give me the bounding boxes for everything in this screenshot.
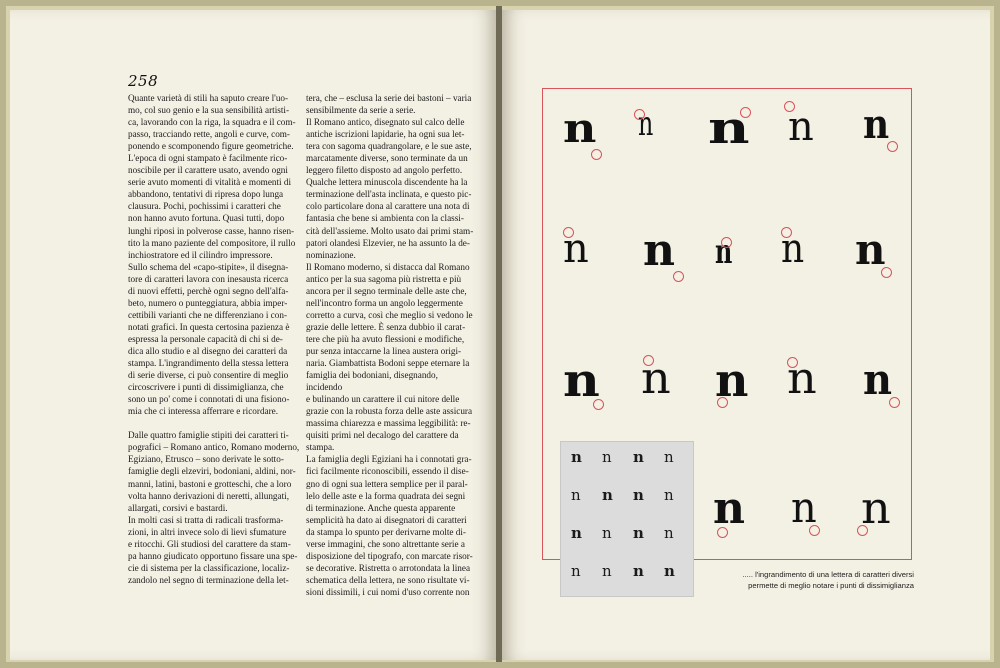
text-line: sensibilmente da serie a serie. xyxy=(306,105,416,116)
photo-letter: n xyxy=(571,448,582,466)
text-line: se decorative. Ristretta o arrotondata la linea xyxy=(306,562,471,573)
text-line: terminazione dell'asta inclinata, e questo pic- xyxy=(306,189,472,200)
highlight-circle xyxy=(717,397,728,408)
text-line: circoscrivere i punti di dissimiglianza, che xyxy=(128,382,284,393)
text-line: manni, latini, bastoni e grotteschi, che a loro xyxy=(128,478,292,489)
text-line: quisiti primi nel decalogo del carattere da xyxy=(306,430,459,441)
text-line: tore di caratteri lavora con inesausta ricerca xyxy=(128,273,289,284)
text-line: tera con sagoma quadrangolare, e le sue aste, xyxy=(306,141,472,152)
highlight-circle xyxy=(809,525,820,536)
highlight-circle xyxy=(717,527,728,538)
letter-specimen: n xyxy=(638,104,654,144)
highlight-circle xyxy=(857,525,868,536)
text-line: antiche iscrizioni lapidarie, ha ogni sua let- xyxy=(306,129,465,140)
highlight-circle xyxy=(887,141,898,152)
text-line: L'epoca di ogni stampato è facilmente rico- xyxy=(128,153,288,164)
text-line: cie di sistema per la classificazione, localiz- xyxy=(128,562,290,573)
photo-letter: n xyxy=(664,524,674,542)
text-line: In molti casi si tratta di radicali trasforma- xyxy=(128,514,284,525)
text-line: passo, tracciando rette, angoli e curve, com- xyxy=(128,129,290,140)
text-line: da stampa lo spunto per derivarne molte di- xyxy=(306,526,466,537)
text-line: Il Romano antico, disegnato sul calco delle xyxy=(306,117,465,128)
highlight-circle xyxy=(781,227,792,238)
text-line: patori olandesi Elzevier, ne ha assunto la de- xyxy=(306,237,470,248)
text-line: nell'incontro forma un angolo leggermente xyxy=(306,297,463,308)
text-line: cità dell'assieme. Molto usato dai primi stam- xyxy=(306,225,474,236)
letter-specimen: n xyxy=(861,483,891,534)
letter-specimen-photo xyxy=(561,442,693,596)
text-line: colo particolare dona al carattere una nota di xyxy=(306,201,470,212)
photo-letter: n xyxy=(571,524,582,542)
text-line: corretto a curva, così che meglio si vedono le xyxy=(306,309,473,320)
text-line: ca, lavorando con la riga, la squadra e il com- xyxy=(128,117,296,128)
text-line: pa hanno giudicato opportuno fissare una spe- xyxy=(128,550,298,561)
text-line: massima chiarezza e massima leggibilità: re- xyxy=(306,418,471,429)
photo-letter: n xyxy=(602,448,612,466)
text-line: e ritocchi. Gli studiosi del carattere da stam- xyxy=(128,538,291,549)
text-line: noscibile per il carattere usato, avendo ogni xyxy=(128,165,288,176)
text-line: abbandono, tentativi di ripresa dopo lunga xyxy=(128,189,284,200)
text-line: Quante varietà di stili ha saputo creare l'uo- xyxy=(128,93,289,103)
highlight-circle xyxy=(673,271,684,282)
photo-letter: n xyxy=(571,562,581,580)
text-line: grazie delle lettere. È senza dubbio il carat- xyxy=(306,321,466,332)
text-line: inchiostratore ed il cilindro impressore. xyxy=(128,249,273,260)
text-line: dica allo studio e al disegno dei caratteri da xyxy=(128,345,288,356)
text-line: e bulinando un carattere il cui nitore delle xyxy=(306,394,460,405)
highlight-circle xyxy=(787,357,798,368)
photo-letter: n xyxy=(633,448,644,466)
text-line: di nuovi effetti, perchè ogni segno dell'alfa- xyxy=(128,285,289,296)
highlight-circle xyxy=(889,397,900,408)
text-line: pografici – Romano antico, Romano moderno, xyxy=(128,442,300,453)
text-line: stampa. xyxy=(306,442,335,453)
text-line: beto, numero o punteggiatura, abbia imper- xyxy=(128,297,288,308)
text-line: Sullo schema del «capo-stipite», il disegna- xyxy=(128,261,289,272)
letter-specimen: n xyxy=(563,105,597,152)
text-line: volta hanno derivazioni di neretti, allungati, xyxy=(128,490,289,501)
text-line: gno di ogni sua lettera semplice per il paral- xyxy=(306,478,468,489)
text-line: semplicità ha dato ai disegnatori di caratteri xyxy=(306,514,467,525)
text-line: fici facilmente riconoscibili, essendo il dise- xyxy=(306,466,469,477)
text-line: tera, che – esclusa la serie dei bastoni – varia xyxy=(306,93,472,103)
letter-specimen: n xyxy=(713,483,745,534)
left-page xyxy=(10,10,496,660)
text-line: lunghi riposi in polverose casse, hanno risen- xyxy=(128,225,295,236)
text-line: stampa. L'ingrandimento della stessa lettera xyxy=(128,358,289,369)
photo-letter: n xyxy=(633,524,644,542)
figure-caption xyxy=(742,569,914,591)
text-line: leggero filetto disposto ad angolo perfetto. xyxy=(306,165,463,176)
text-line: allargati, corsivi e bastardi. xyxy=(128,502,228,513)
text-line: zandolo nel segno di terminazione della let- xyxy=(128,574,289,585)
text-line: Dalle quattro famiglie stipiti dei caratteri ti- xyxy=(128,430,289,441)
text-line: Qualche lettera minuscola discendente ha la xyxy=(306,177,468,188)
highlight-circle xyxy=(593,399,604,410)
text-line: famiglie degli elzeviri, bodoniani, aldini, nor- xyxy=(128,466,296,477)
text-line: zioni, in altri invece solo di lievi sfumature xyxy=(128,526,287,537)
text-line: mo, col suo genio e la sua sensibilità artisti- xyxy=(128,105,290,116)
text-line: fantasia che bene si ambienta con la classi- xyxy=(306,213,464,224)
highlight-circle xyxy=(740,107,751,118)
text-line: ponendo e scomponendo figure geometriche. xyxy=(128,141,294,152)
photo-letter: n xyxy=(664,562,675,580)
letter-specimen: n xyxy=(863,101,890,148)
photo-letter: n xyxy=(633,486,644,504)
letter-specimen: n xyxy=(715,232,733,272)
highlight-circle xyxy=(881,267,892,278)
caption-line-1: ..... l'ingrandimento di una lettera di caratteri diversi xyxy=(742,570,914,579)
text-line: Egiziano, Etrusco – sono derivate le sotto- xyxy=(128,454,284,465)
text-line: verse immagini, che sono altrettante serie a xyxy=(306,538,465,549)
text-line: sioni dissimili, i cui nomi d'uso corrente non xyxy=(306,586,470,597)
text-line: nominazione. xyxy=(306,249,356,260)
text-column-1 xyxy=(128,92,300,586)
text-line: disposizione del tipografo, con marcate risor- xyxy=(306,550,473,561)
letter-specimen: n xyxy=(855,225,886,274)
text-line xyxy=(128,417,300,429)
letter-specimen: n xyxy=(788,104,814,150)
photo-letter: n xyxy=(602,486,613,504)
text-column-2 xyxy=(306,92,476,598)
text-line: notati grafici. In questa certosina pazienza è xyxy=(128,321,290,332)
letter-specimen: n xyxy=(563,353,600,407)
letter-specimen: n xyxy=(643,225,675,276)
highlight-circle xyxy=(591,149,602,160)
letter-specimen: n xyxy=(708,103,750,154)
letter-specimen: n xyxy=(641,353,671,404)
letter-specimen: n xyxy=(791,483,817,532)
text-line: serie avuto momenti di vitalità e momenti di xyxy=(128,177,292,188)
text-line: espressa la personale capacità di chi si de- xyxy=(128,333,283,344)
text-line: cettibili varianti che ne differenziano i con- xyxy=(128,309,288,320)
highlight-circle xyxy=(643,355,654,366)
photo-letter: n xyxy=(602,562,612,580)
text-line: naria. Giambattista Bodoni seppe eternare la xyxy=(306,358,470,369)
text-line: clausura. Pochi, pochissimi i caratteri che xyxy=(128,201,281,212)
book-spread xyxy=(6,6,994,662)
text-line: grazie con la robusta forza delle aste assicura xyxy=(306,406,473,417)
text-line: La famiglia degli Egiziani ha i connotati gra- xyxy=(306,454,472,465)
text-line: Il Romano moderno, si distacca dal Romano xyxy=(306,261,470,272)
letter-specimen: n xyxy=(563,226,589,272)
highlight-circle xyxy=(721,237,732,248)
letter-specimen: n xyxy=(863,355,893,404)
letter-specimen: n xyxy=(715,353,749,407)
highlight-circle xyxy=(634,109,645,120)
caption-line-2: permette di meglio notare i punti di dissimiglianza xyxy=(748,581,914,590)
text-line: antico per la sua sagoma più ristretta e più xyxy=(306,273,462,284)
text-line: schematica della lettera, ne sono risultate vi- xyxy=(306,574,470,585)
photo-letter: n xyxy=(664,486,674,504)
letter-specimen: n xyxy=(787,353,817,404)
text-line: mia che ci interessa afferrare e ricordare. xyxy=(128,406,279,417)
text-line: pur senza intaccarne la linea austera origi- xyxy=(306,345,462,356)
photo-letter: n xyxy=(602,524,612,542)
text-line: lelo delle aste e la forma quadrata dei segni xyxy=(306,490,466,501)
highlight-circle xyxy=(784,101,795,112)
text-line: di terminazione. Anche questa apparente xyxy=(306,502,456,513)
right-page xyxy=(502,10,990,660)
text-line: di serie diverse, ci può consentire di meglio xyxy=(128,370,289,381)
text-line: tere che più ha avuto flessioni e modifiche, xyxy=(306,333,465,344)
text-line: non hanno avuto fortuna. Quasi tutti, dopo xyxy=(128,213,285,224)
photo-letter: n xyxy=(664,448,674,466)
photo-letter: n xyxy=(571,486,581,504)
text-line: sono un po' come i connotati di una fisiono- xyxy=(128,394,290,405)
letter-specimen: n xyxy=(781,226,805,272)
photo-letter: n xyxy=(633,562,644,580)
text-line: tito la mano paziente del compositore, il rullo xyxy=(128,237,296,248)
text-line: ancora per il segno terminale delle aste che, xyxy=(306,285,467,296)
text-line: marcatamente diverse, sono terminate da un xyxy=(306,153,468,164)
text-line: famiglia dei bodoniani, disegnando, incidendo xyxy=(306,370,438,393)
page-number: 258 xyxy=(128,72,159,90)
highlight-circle xyxy=(563,227,574,238)
